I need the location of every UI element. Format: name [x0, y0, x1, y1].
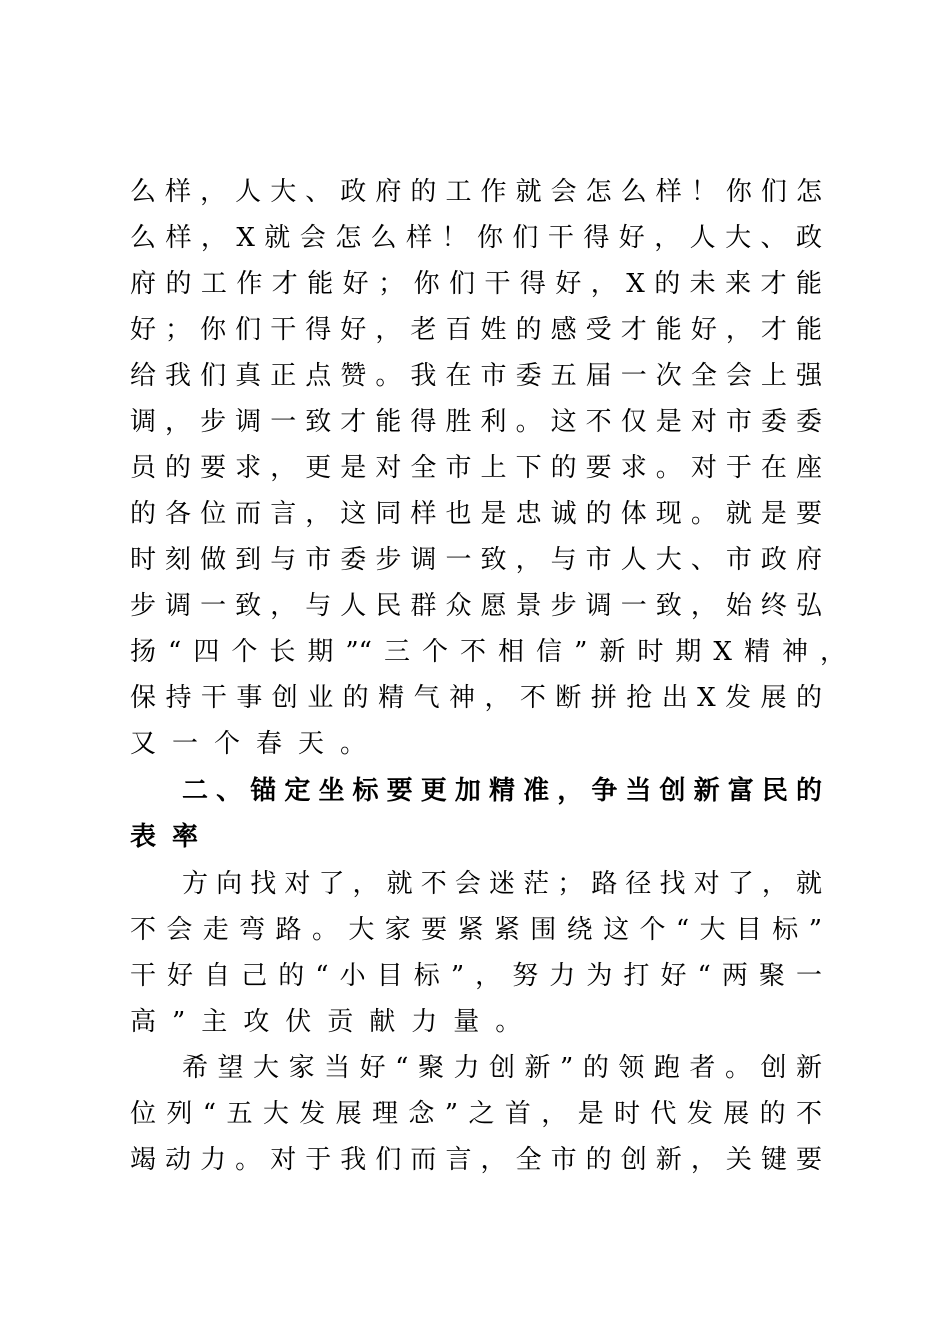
paragraph-line: 调，步调一致才能得胜利。这不仅是对市委委: [130, 407, 822, 437]
paragraph-line: 保持干事创业的精气神，不断拼抢出X发展的: [130, 683, 822, 713]
paragraph-line: 步调一致，与人民群众愿景步调一致，始终弘: [130, 591, 822, 621]
paragraph-line: 不会走弯路。大家要紧紧围绕这个“大目标”: [130, 915, 822, 945]
paragraph-line: 么样，人大、政府的工作就会怎么样！你们怎: [130, 177, 822, 207]
paragraph-line: 扬“四个长期”“三个不相信”新时期X精神，: [130, 637, 846, 667]
paragraph-line: 员的要求，更是对全市上下的要求。对于在座: [130, 453, 822, 483]
paragraph-line: 竭动力。对于我们而言，全市的创新，关键要: [130, 1145, 822, 1175]
section-heading-continuation: 表率: [130, 822, 215, 852]
paragraph-line: 给我们真正点赞。我在市委五届一次全会上强: [130, 361, 822, 391]
paragraph-line: 干好自己的“小目标”，努力为打好“两聚一: [130, 961, 822, 991]
paragraph-line: 位列“五大发展理念”之首，是时代发展的不: [130, 1099, 822, 1129]
paragraph-line: 么样，X就会怎么样！你们干得好，人大、政: [130, 223, 822, 253]
paragraph-line: 方向找对了，就不会迷茫；路径找对了，就: [182, 869, 822, 899]
paragraph-line: 府的工作才能好；你们干得好，X的未来才能: [130, 269, 822, 299]
paragraph-line: 好；你们干得好，老百姓的感受才能好，才能: [130, 315, 822, 345]
paragraph-line: 又一个春天。: [130, 729, 383, 759]
paragraph-line: 高”主攻伏贡献力量。: [130, 1007, 538, 1037]
paragraph-line: 时刻做到与市委步调一致，与市人大、市政府: [130, 545, 822, 575]
paragraph-line: 希望大家当好“聚力创新”的领跑者。创新: [182, 1053, 822, 1083]
section-heading: 二、锚定坐标要更加精准，争当创新富民的: [182, 776, 822, 806]
paragraph-line: 的各位而言，这同样也是忠诚的体现。就是要: [130, 499, 822, 529]
